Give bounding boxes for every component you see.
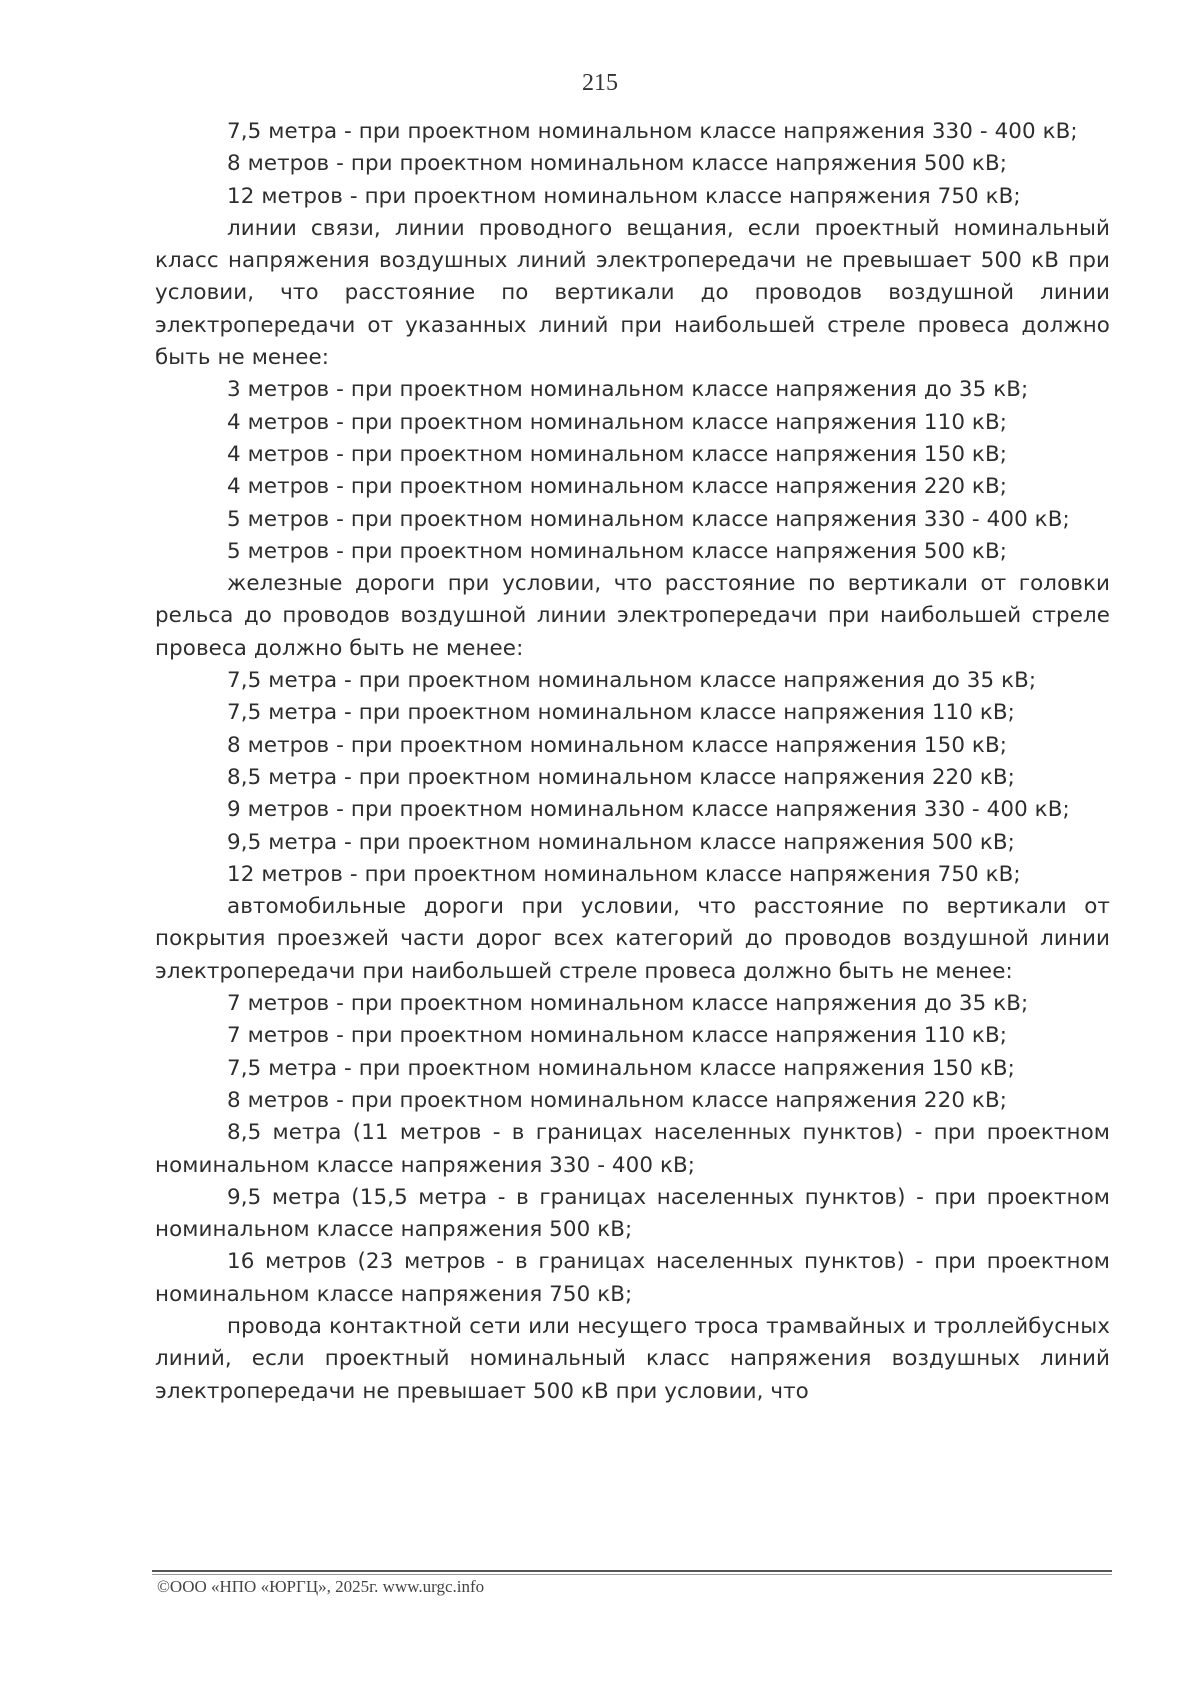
footer-copyright: ©ООО «НПО «ЮРГЦ», 2025г. www.urgc.info: [157, 1577, 485, 1596]
page-number: 215: [582, 70, 618, 96]
paragraph: 5 метров - при проектном номинальном классе напряжения 500 кВ;: [227, 538, 1008, 564]
paragraph: 7,5 метра - при проектном номинальном классе напряжения до 35 кВ;: [227, 668, 1037, 694]
paragraph: 12 метров - при проектном номинальном классе напряжения 750 кВ;: [227, 183, 1021, 209]
paragraph: 8 метров - при проектном номинальном классе напряжения 220 кВ;: [227, 1087, 1008, 1113]
paragraph: 8 метров - при проектном номинальном классе напряжения 150 кВ;: [227, 732, 1008, 758]
footer-divider-thin: [152, 1574, 1112, 1575]
page-body: [155, 116, 1110, 1408]
paragraph: линии связи, линии проводного вещания, если проектный номинальный класс напряжения воздушных линий электропередачи не превышает 500 кВ при условии, что расстояние по вертикали до проводов воздушной линии электропередачи от указанных линий при наибольшей стреле провеса должно быть не менее:: [155, 215, 1110, 371]
paragraph: 8,5 метра - при проектном номинальном классе напряжения 220 кВ;: [227, 764, 1015, 790]
paragraph: 8,5 метра (11 метров - в границах населенных пунктов) - при проектном номинальном классе напряжения 330 - 400 кВ;: [155, 1120, 1110, 1178]
paragraph: 7 метров - при проектном номинальном классе напряжения до 35 кВ;: [227, 991, 1029, 1017]
paragraph: автомобильные дороги при условии, что расстояние по вертикали от покрытия проезжей части дорог всех категорий до проводов воздушной линии электропередачи при наибольшей стреле провеса должно быть не менее:: [155, 894, 1110, 984]
paragraph: 7 метров - при проектном номинальном классе напряжения 110 кВ;: [227, 1023, 1008, 1049]
paragraph: 7,5 метра - при проектном номинальном классе напряжения 110 кВ;: [227, 700, 1015, 726]
paragraph: 7,5 метра - при проектном номинальном классе напряжения 330 - 400 кВ;: [227, 119, 1078, 144]
paragraph: 9,5 метра (15,5 метра - в границах населенных пунктов) - при проектном номинальном классе напряжения 500 кВ;: [155, 1184, 1110, 1243]
paragraph: 9 метров - при проектном номинальном классе напряжения 330 - 400 кВ;: [227, 797, 1070, 823]
paragraph: 12 метров - при проектном номинальном классе напряжения 750 кВ;: [227, 861, 1021, 887]
paragraph: провода контактной сети или несущего троса трамвайных и троллейбусных линий, если проектный номинальный класс напряжения воздушных линий электропередачи не превышает 500 кВ при условии, что: [155, 1313, 1110, 1404]
paragraph: 5 метров - при проектном номинальном классе напряжения 330 - 400 кВ;: [227, 506, 1070, 532]
footer-divider: [152, 1570, 1112, 1572]
paragraph: железные дороги при условии, что расстояние по вертикали от головки рельса до проводов воздушной линии электропередачи при наибольшей стреле провеса должно быть не менее:: [155, 571, 1110, 661]
paragraph: 7,5 метра - при проектном номинальном классе напряжения 150 кВ;: [227, 1055, 1015, 1081]
paragraph: 3 метров - при проектном номинальном классе напряжения до 35 кВ;: [227, 377, 1029, 403]
paragraph: 16 метров (23 метров - в границах населенных пунктов) - при проектном номинальном классе напряжения 750 кВ;: [155, 1249, 1110, 1307]
paragraph: 8 метров - при проектном номинальном классе напряжения 500 кВ;: [227, 151, 1008, 177]
paragraph: 4 метров - при проектном номинальном классе напряжения 150 кВ;: [227, 441, 1008, 467]
paragraph: 4 метров - при проектном номинальном классе напряжения 220 кВ;: [227, 474, 1008, 500]
paragraph: 4 метров - при проектном номинальном классе напряжения 110 кВ;: [227, 409, 1008, 435]
paragraph: 9,5 метра - при проектном номинальном классе напряжения 500 кВ;: [227, 829, 1015, 855]
